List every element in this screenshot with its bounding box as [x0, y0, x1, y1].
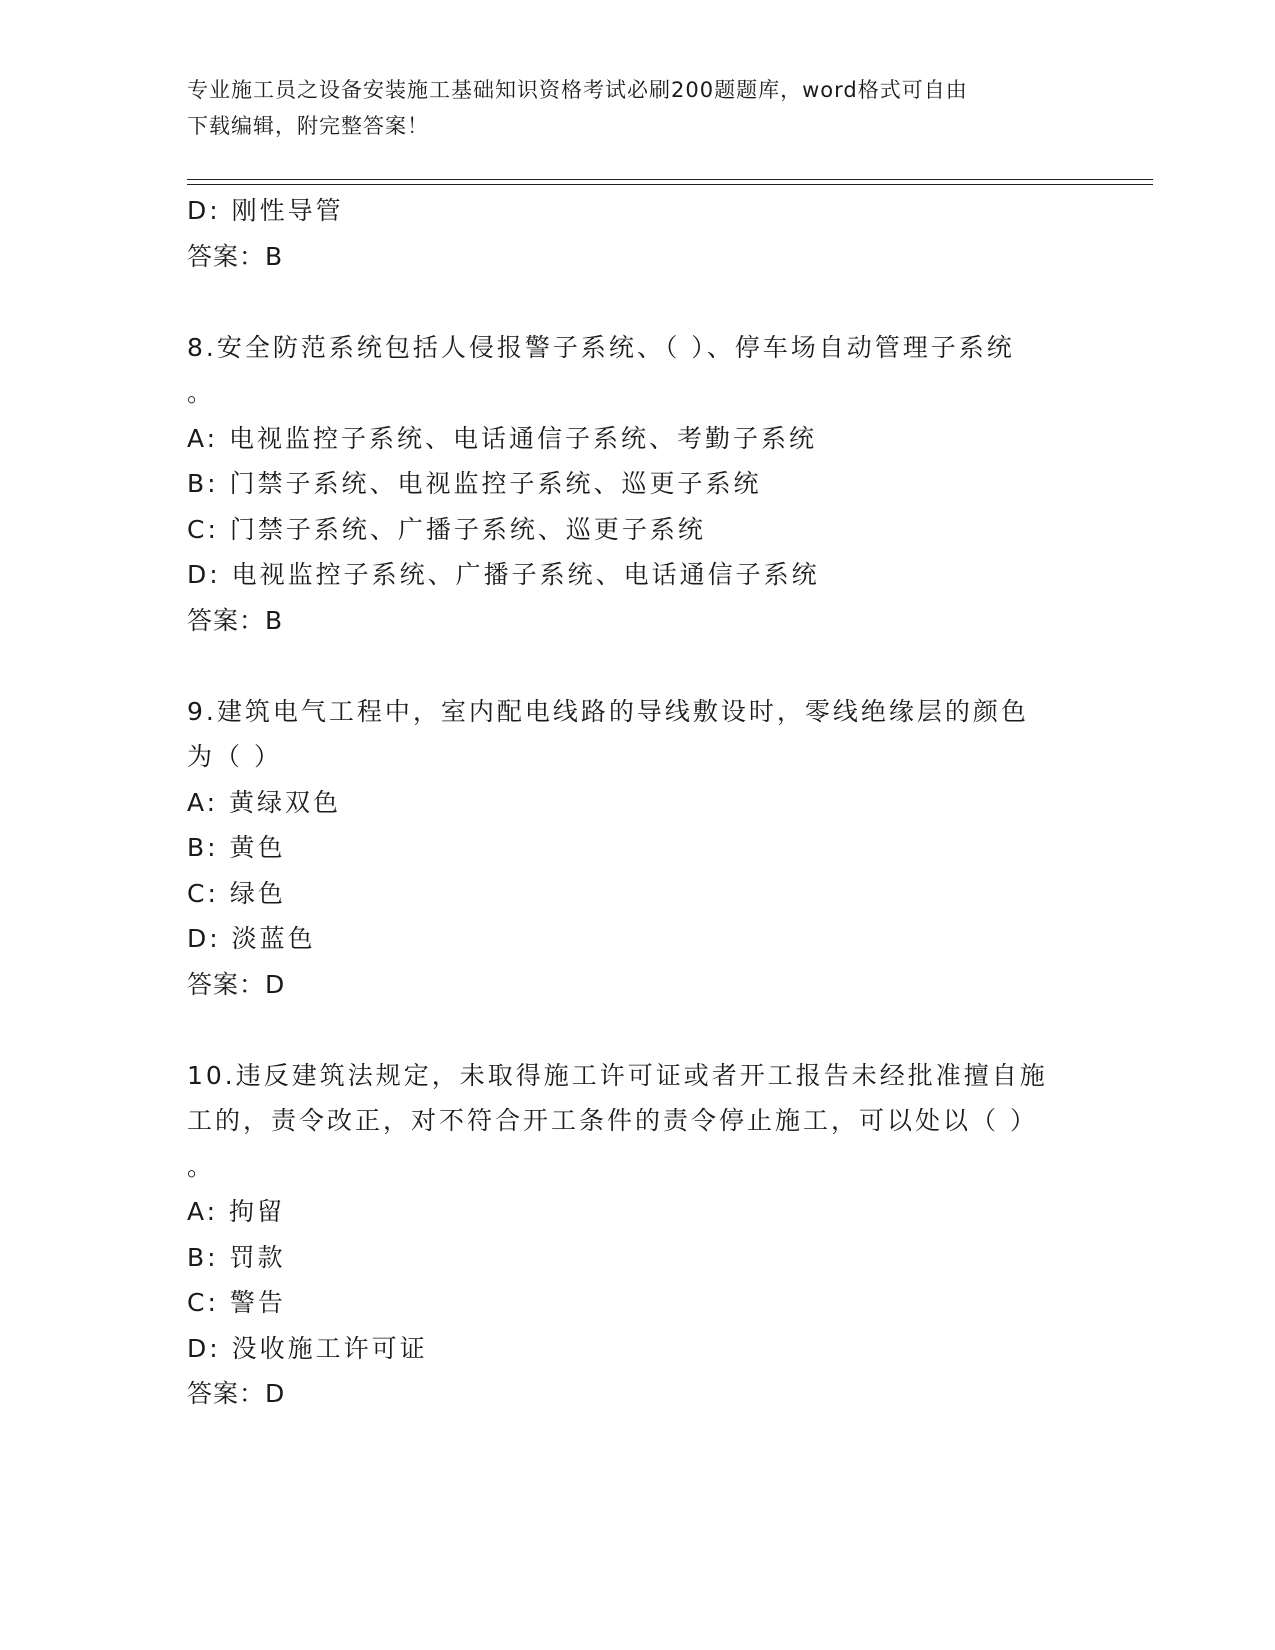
question-8-option-d: D: 电视监控子系统、广播子系统、电话通信子系统: [187, 560, 820, 589]
question-9-stem-line-2: 为（ ）: [187, 742, 282, 771]
question-8-stem-line-1: 8.安全防范系统包括人侵报警子系统、（ ）、停车场自动管理子系统: [187, 332, 1015, 362]
question-8-option-c: C: 门禁子系统、广播子系统、巡更子系统: [187, 514, 706, 544]
question-8-option-b: B: 门禁子系统、电视监控子系统、巡更子系统: [187, 469, 762, 498]
question-8: [187, 325, 1077, 644]
header-divider-bottom: [187, 184, 1153, 185]
header-title-line-2: 下载编辑，附完整答案！: [187, 114, 429, 138]
question-10-stem-line-3: 。: [187, 1151, 216, 1181]
question-9-stem: [187, 689, 1077, 780]
question-7-answer: 答案：B: [187, 241, 284, 271]
question-9-option-a: A: 黄绿双色: [187, 787, 342, 817]
question-9-stem-line-1: 9.建筑电气工程中，室内配电线路的导线敷设时，零线绝缘层的颜色: [187, 696, 1029, 726]
question-10: [187, 1053, 1077, 1417]
question-10-answer: 答案：D: [187, 1379, 286, 1408]
question-10-stem: [187, 1053, 1077, 1190]
question-9-option-d: D: 淡蓝色: [187, 924, 316, 953]
question-8-answer: 答案：B: [187, 605, 284, 635]
document-header: [187, 72, 1087, 144]
question-list: [187, 188, 1077, 1417]
question-10-option-b: B: 罚款: [187, 1242, 286, 1272]
question-10-option-d: D: 没收施工许可证: [187, 1333, 428, 1363]
question-10-option-a: A: 拘留: [187, 1197, 286, 1226]
question-9-answer: 答案：D: [187, 969, 286, 999]
question-8-stem: [187, 325, 1077, 416]
question-8-option-a: A: 电视监控子系统、电话通信子系统、考勤子系统: [187, 423, 818, 453]
question-7-tail: [187, 188, 1077, 279]
question-10-option-c: C: 警告: [187, 1288, 286, 1317]
question-7-option-d: D: 刚性导管: [187, 196, 344, 225]
question-9-option-b: B: 黄色: [187, 833, 286, 862]
spacer: [187, 279, 1077, 325]
question-8-stem-line-2: 。: [187, 378, 216, 407]
spacer: [187, 1007, 1077, 1053]
header-divider-top: [187, 179, 1153, 180]
header-title-line-1: 专业施工员之设备安装施工基础知识资格考试必刷200题题库，word格式可自由: [187, 78, 968, 102]
question-9: [187, 689, 1077, 1008]
question-10-stem-line-1: 10.违反建筑法规定，未取得施工许可证或者开工报告未经批准擅自施: [187, 1060, 1048, 1090]
question-10-stem-line-2: 工的，责令改正，对不符合开工条件的责令停止施工，可以处以（ ）: [187, 1106, 1038, 1135]
spacer: [187, 643, 1077, 689]
question-9-option-c: C: 绿色: [187, 878, 286, 908]
